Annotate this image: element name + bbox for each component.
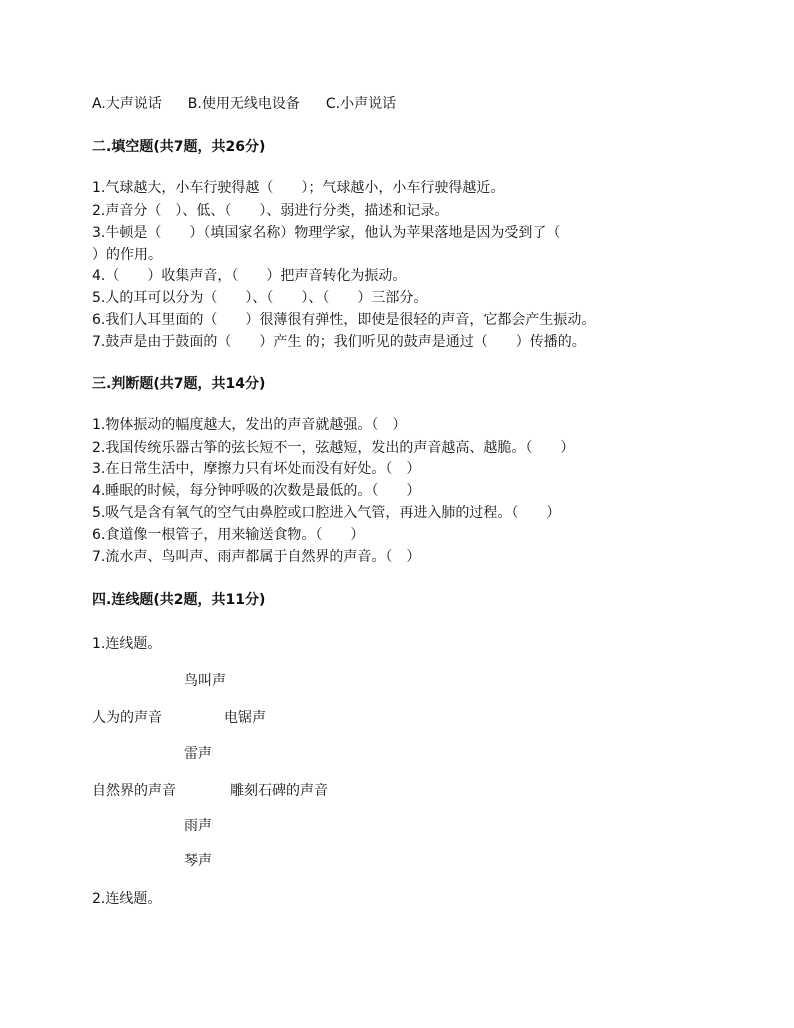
question-line: 4.（ ）收集声音，（ ）把声音转化为振动。 (92, 268, 407, 284)
question-line: ）的作用。 (92, 247, 162, 263)
matching-question-title: 1.连线题。 (92, 636, 162, 652)
question-line: 3.牛顿是（ ）（填国家名称）物理学家，他认为苹果落地是因为受到了（ (92, 225, 561, 241)
question-line: 4.睡眠的时候，每分钟呼吸的次数是最低的。（ ） (92, 483, 421, 499)
match-item-thunder: 雷声 (184, 746, 212, 762)
match-item-piano: 琴声 (184, 853, 212, 869)
question-line: 1.气球越大，小车行驶得越（ ）；气球越小，小车行驶得越近。 (92, 180, 505, 196)
answer-options (92, 94, 396, 114)
match-item-bird: 鸟叫声 (184, 673, 226, 689)
section-heading-fill-blank: 二.填空题(共7题，共26分) (92, 139, 266, 155)
option-b: B.使用无线电设备 (187, 96, 300, 112)
match-item-saw: 电锯声 (224, 710, 266, 726)
matching-question-title: 2.连线题。 (92, 891, 162, 907)
question-line: 2.声音分（ ）、低、（ ）、弱进行分类，描述和记录。 (92, 203, 449, 219)
question-line: 3.在日常生活中，摩擦力只有坏处而没有好处。（ ） (92, 461, 421, 477)
option-c: C.小声说话 (325, 96, 397, 112)
match-item-carving: 雕刻石碑的声音 (230, 783, 328, 799)
question-line: 7.鼓声是由于鼓面的（ ）产生 的；我们听见的鼓声是通过（ ）传播的。 (92, 334, 586, 350)
question-line: 5.吸气是含有氧气的空气由鼻腔或口腔进入气管，再进入肺的过程。（ ） (92, 505, 561, 521)
section-heading-true-false: 三.判断题(共7题，共14分) (92, 376, 266, 392)
section-heading-matching: 四.连线题(共2题，共11分) (92, 592, 266, 608)
question-line: 6.食道像一根管子，用来输送食物。（ ） (92, 527, 365, 543)
question-line: 2.我国传统乐器古筝的弦长短不一，弦越短，发出的声音越高、越脆。（ ） (92, 440, 575, 456)
question-line: 7.流水声、鸟叫声、雨声都属于自然界的声音。（ ） (92, 549, 421, 565)
question-line: 6.我们人耳里面的（ ）很薄很有弹性，即使是很轻的声音，它都会产生振动。 (92, 312, 596, 328)
match-category-human: 人为的声音 (92, 710, 162, 726)
question-line: 1.物体振动的幅度越大，发出的声音就越强。（ ） (92, 417, 407, 433)
question-line: 5.人的耳可以分为（ ）、（ ）、（ ）三部分。 (92, 290, 428, 306)
match-category-nature: 自然界的声音 (92, 783, 176, 799)
match-item-rain: 雨声 (184, 818, 212, 834)
option-a: A.大声说话 (92, 96, 162, 112)
